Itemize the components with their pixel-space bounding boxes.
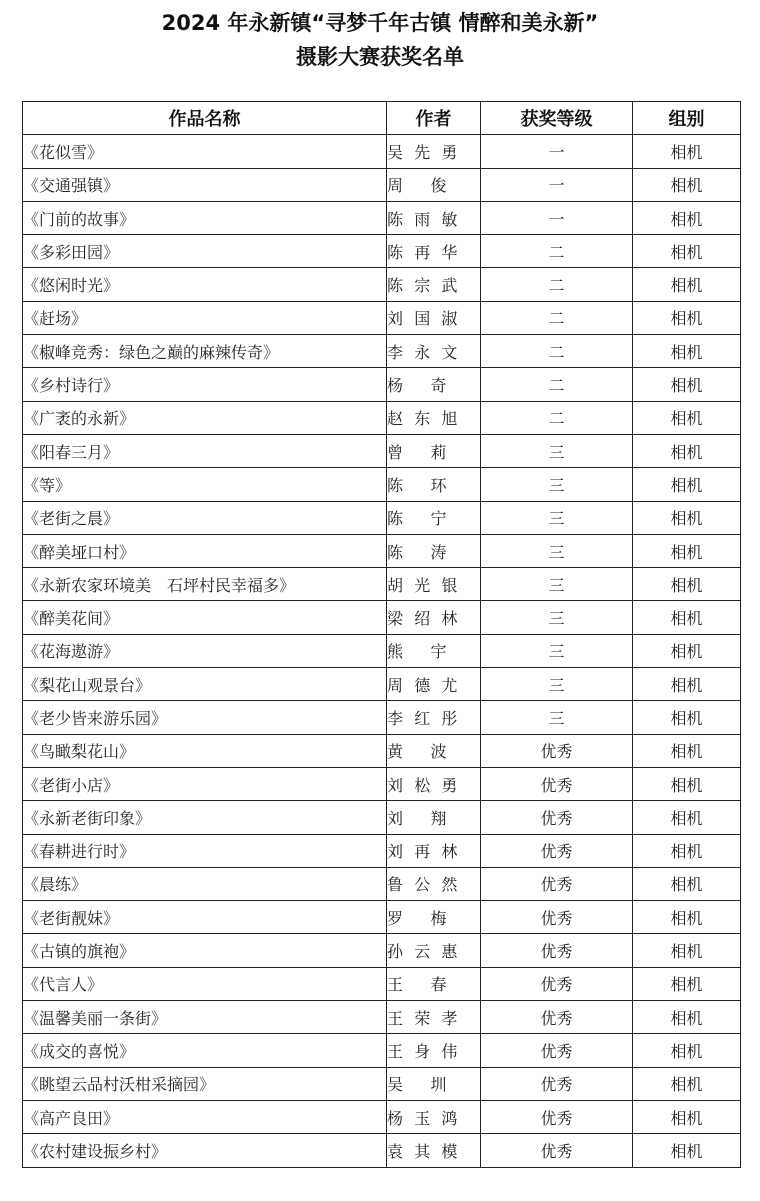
author-cell: 王身伟 — [387, 1034, 481, 1067]
work-name-cell: 《醉美垭口村》 — [23, 534, 387, 567]
group-cell: 相机 — [633, 668, 741, 701]
group-cell: 相机 — [633, 1034, 741, 1067]
table-row — [23, 901, 741, 934]
author-cell: 刘 翔 — [387, 801, 481, 834]
award-level-cell: 二 — [481, 268, 633, 301]
author-cell: 王 春 — [387, 967, 481, 1000]
group-cell: 相机 — [633, 867, 741, 900]
table-row — [23, 368, 741, 401]
author-cell: 袁其模 — [387, 1134, 481, 1167]
work-name-cell: 《古镇的旗袍》 — [23, 934, 387, 967]
table-row — [23, 1034, 741, 1067]
award-level-cell: 一 — [481, 135, 633, 168]
work-name-cell: 《温馨美丽一条街》 — [23, 1001, 387, 1034]
work-name-cell: 《醉美花间》 — [23, 601, 387, 634]
work-name-cell: 《老街小店》 — [23, 767, 387, 800]
work-name-cell: 《老街之晨》 — [23, 501, 387, 534]
group-cell: 相机 — [633, 934, 741, 967]
award-level-cell: 优秀 — [481, 867, 633, 900]
table-row — [23, 967, 741, 1000]
table-row — [23, 235, 741, 268]
document-title: 2024 年永新镇“寻梦千年古镇 情醉和美永新” — [161, 11, 599, 35]
work-name-cell: 《悠闲时光》 — [23, 268, 387, 301]
award-level-cell: 优秀 — [481, 767, 633, 800]
award-level-cell: 优秀 — [481, 1134, 633, 1167]
award-level-cell: 三 — [481, 634, 633, 667]
group-cell: 相机 — [633, 901, 741, 934]
award-level-cell: 三 — [481, 601, 633, 634]
table-row — [23, 601, 741, 634]
table-row — [23, 734, 741, 767]
work-name-cell: 《花海遨游》 — [23, 634, 387, 667]
award-level-cell: 二 — [481, 401, 633, 434]
work-name-cell: 《永新老街印象》 — [23, 801, 387, 834]
work-name-cell: 《梨花山观景台》 — [23, 668, 387, 701]
author-cell: 陈再华 — [387, 235, 481, 268]
award-level-cell: 二 — [481, 368, 633, 401]
award-level-cell: 三 — [481, 534, 633, 567]
table-row — [23, 201, 741, 234]
author-cell: 周 俊 — [387, 168, 481, 201]
table-row — [23, 468, 741, 501]
author-cell: 鲁公然 — [387, 867, 481, 900]
table-row — [23, 767, 741, 800]
award-level-cell: 优秀 — [481, 801, 633, 834]
work-name-cell: 《花似雪》 — [23, 135, 387, 168]
table-row — [23, 434, 741, 467]
group-cell: 相机 — [633, 967, 741, 1000]
group-cell: 相机 — [633, 135, 741, 168]
group-cell: 相机 — [633, 401, 741, 434]
header-group: 组别 — [633, 102, 741, 135]
group-cell: 相机 — [633, 801, 741, 834]
award-level-cell: 优秀 — [481, 901, 633, 934]
table-header-row — [23, 102, 741, 135]
author-cell: 熊 宇 — [387, 634, 481, 667]
award-level-cell: 优秀 — [481, 967, 633, 1000]
award-level-cell: 优秀 — [481, 734, 633, 767]
work-name-cell: 《多彩田园》 — [23, 235, 387, 268]
author-cell: 刘再林 — [387, 834, 481, 867]
award-level-cell: 优秀 — [481, 1001, 633, 1034]
work-name-cell: 《老少皆来游乐园》 — [23, 701, 387, 734]
group-cell: 相机 — [633, 1134, 741, 1167]
table-row — [23, 534, 741, 567]
work-name-cell: 《等》 — [23, 468, 387, 501]
award-level-cell: 优秀 — [481, 834, 633, 867]
author-cell: 刘国淑 — [387, 301, 481, 334]
author-cell: 陈 涛 — [387, 534, 481, 567]
author-cell: 黄 波 — [387, 734, 481, 767]
group-cell: 相机 — [633, 734, 741, 767]
group-cell: 相机 — [633, 168, 741, 201]
group-cell: 相机 — [633, 634, 741, 667]
author-cell: 李红彤 — [387, 701, 481, 734]
table-row — [23, 1067, 741, 1100]
group-cell: 相机 — [633, 201, 741, 234]
award-level-cell: 优秀 — [481, 1034, 633, 1067]
award-level-cell: 优秀 — [481, 1100, 633, 1133]
header-author: 作者 — [387, 102, 481, 135]
work-name-cell: 《赶场》 — [23, 301, 387, 334]
work-name-cell: 《高产良田》 — [23, 1100, 387, 1133]
table-row — [23, 1100, 741, 1133]
award-level-cell: 优秀 — [481, 934, 633, 967]
table-body — [23, 135, 741, 1167]
table-row — [23, 168, 741, 201]
work-name-cell: 《椒峰竞秀：绿色之巅的麻辣传奇》 — [23, 335, 387, 368]
group-cell: 相机 — [633, 268, 741, 301]
group-cell: 相机 — [633, 501, 741, 534]
group-cell: 相机 — [633, 235, 741, 268]
author-cell: 吴 圳 — [387, 1067, 481, 1100]
table-row — [23, 834, 741, 867]
award-level-cell: 三 — [481, 568, 633, 601]
author-cell: 陈 环 — [387, 468, 481, 501]
table-row — [23, 867, 741, 900]
award-level-cell: 二 — [481, 301, 633, 334]
work-name-cell: 《交通强镇》 — [23, 168, 387, 201]
group-cell: 相机 — [633, 834, 741, 867]
award-level-cell: 二 — [481, 335, 633, 368]
group-cell: 相机 — [633, 468, 741, 501]
award-level-cell: 一 — [481, 201, 633, 234]
author-cell: 陈雨敏 — [387, 201, 481, 234]
award-level-cell: 二 — [481, 235, 633, 268]
author-cell: 杨 奇 — [387, 368, 481, 401]
group-cell: 相机 — [633, 1100, 741, 1133]
author-cell: 梁绍林 — [387, 601, 481, 634]
table-row — [23, 1001, 741, 1034]
group-cell: 相机 — [633, 335, 741, 368]
author-cell: 赵东旭 — [387, 401, 481, 434]
awards-table — [22, 101, 741, 1168]
author-cell: 吴先勇 — [387, 135, 481, 168]
award-level-cell: 三 — [481, 434, 633, 467]
work-name-cell: 《门前的故事》 — [23, 201, 387, 234]
table-row — [23, 668, 741, 701]
work-name-cell: 《农村建设振乡村》 — [23, 1134, 387, 1167]
group-cell: 相机 — [633, 1001, 741, 1034]
group-cell: 相机 — [633, 534, 741, 567]
table-row — [23, 301, 741, 334]
group-cell: 相机 — [633, 568, 741, 601]
work-name-cell: 《眺望云品村沃柑采摘园》 — [23, 1067, 387, 1100]
group-cell: 相机 — [633, 434, 741, 467]
table-row — [23, 701, 741, 734]
table-row — [23, 135, 741, 168]
author-cell: 罗 梅 — [387, 901, 481, 934]
work-name-cell: 《广袤的永新》 — [23, 401, 387, 434]
author-cell: 陈 宁 — [387, 501, 481, 534]
table-row — [23, 934, 741, 967]
table-row — [23, 335, 741, 368]
table-row — [23, 1134, 741, 1167]
author-cell: 孙云惠 — [387, 934, 481, 967]
table-row — [23, 501, 741, 534]
author-cell: 王荣孝 — [387, 1001, 481, 1034]
award-level-cell: 三 — [481, 468, 633, 501]
work-name-cell: 《鸟瞰梨花山》 — [23, 734, 387, 767]
group-cell: 相机 — [633, 701, 741, 734]
work-name-cell: 《晨练》 — [23, 867, 387, 900]
author-cell: 曾 莉 — [387, 434, 481, 467]
work-name-cell: 《乡村诗行》 — [23, 368, 387, 401]
group-cell: 相机 — [633, 1067, 741, 1100]
group-cell: 相机 — [633, 601, 741, 634]
header-work-name: 作品名称 — [23, 102, 387, 135]
table-row — [23, 568, 741, 601]
table-row — [23, 801, 741, 834]
document-subtitle: 摄影大赛获奖名单 — [296, 45, 464, 69]
author-cell: 李永文 — [387, 335, 481, 368]
award-level-cell: 三 — [481, 701, 633, 734]
work-name-cell: 《代言人》 — [23, 967, 387, 1000]
table-row — [23, 268, 741, 301]
table-row — [23, 634, 741, 667]
group-cell: 相机 — [633, 767, 741, 800]
work-name-cell: 《老街靓妹》 — [23, 901, 387, 934]
work-name-cell: 《永新农家环境美 石坪村民幸福多》 — [23, 568, 387, 601]
header-award-level: 获奖等级 — [481, 102, 633, 135]
author-cell: 陈宗武 — [387, 268, 481, 301]
award-level-cell: 优秀 — [481, 1067, 633, 1100]
group-cell: 相机 — [633, 368, 741, 401]
author-cell: 周德尤 — [387, 668, 481, 701]
work-name-cell: 《阳春三月》 — [23, 434, 387, 467]
group-cell: 相机 — [633, 301, 741, 334]
table-row — [23, 401, 741, 434]
work-name-cell: 《成交的喜悦》 — [23, 1034, 387, 1067]
award-level-cell: 三 — [481, 501, 633, 534]
award-level-cell: 三 — [481, 668, 633, 701]
author-cell: 杨玉鸿 — [387, 1100, 481, 1133]
author-cell: 胡光银 — [387, 568, 481, 601]
award-level-cell: 一 — [481, 168, 633, 201]
author-cell: 刘松勇 — [387, 767, 481, 800]
work-name-cell: 《春耕进行时》 — [23, 834, 387, 867]
